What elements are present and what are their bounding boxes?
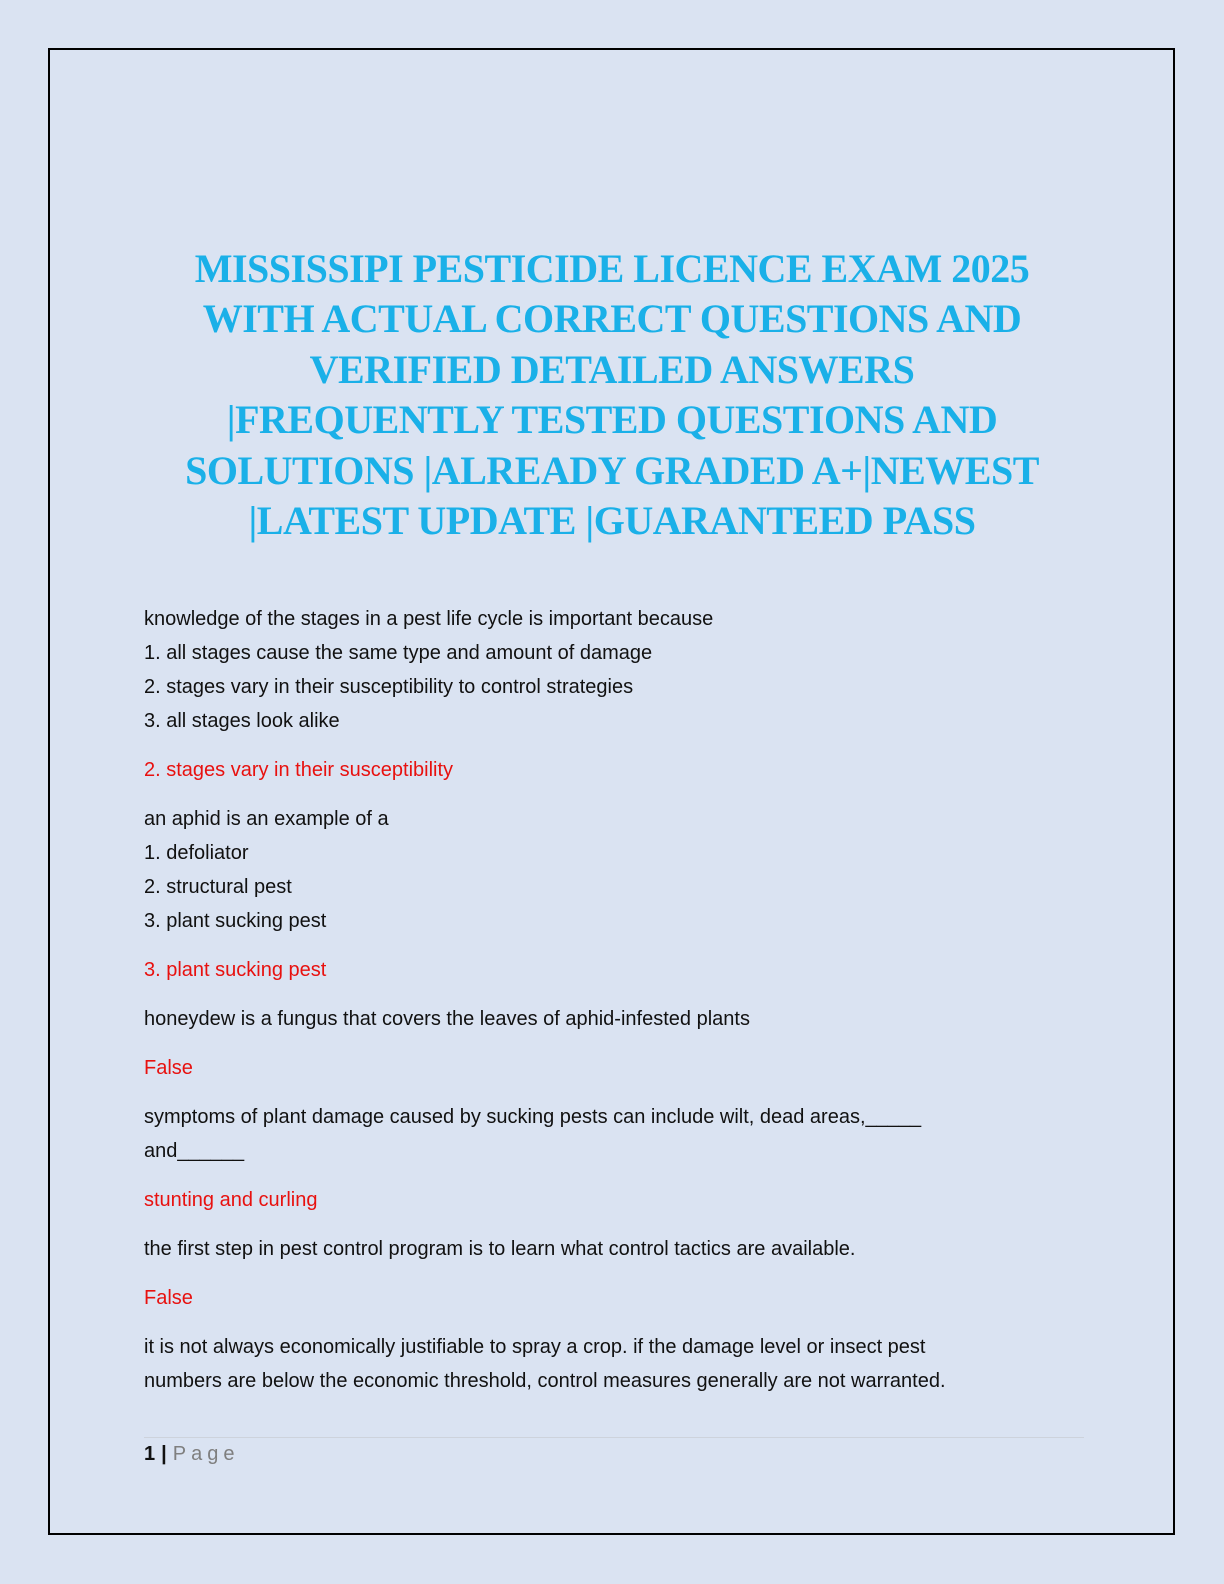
qa-list (144, 602, 1084, 1398)
question-line: it is not always economically justifiable to spray a crop. if the damage level or insect pest (144, 1336, 926, 1358)
answer-text: False (144, 1057, 193, 1079)
question-line: honeydew is a fungus that covers the leaves of aphid-infested plants (144, 1008, 750, 1030)
answer-text: False (144, 1287, 193, 1309)
answer-text: 3. plant sucking pest (144, 959, 327, 981)
question-line: an aphid is an example of a (144, 808, 389, 830)
title-line: WITH ACTUAL CORRECT QUESTIONS AND (202, 296, 1022, 342)
document-title (130, 244, 1094, 546)
footer-divider (144, 1437, 1084, 1438)
qa-item-5 (144, 1232, 1084, 1315)
question-option: 1. defoliator (144, 842, 249, 864)
qa-item-2 (144, 802, 1084, 987)
page-footer (144, 1441, 239, 1467)
question-option: 2. stages vary in their susceptibility to control strategies (144, 676, 634, 698)
question-option: 3. plant sucking pest (144, 910, 327, 932)
question-option: 3. all stages look alike (144, 710, 340, 732)
answer-text: 2. stages vary in their susceptibility (144, 759, 454, 781)
title-line: |LATEST UPDATE |GUARANTEED PASS (248, 498, 976, 544)
qa-item-1 (144, 602, 1084, 787)
page-label: Page (172, 1443, 240, 1465)
title-line: MISSISSIPI PESTICIDE LICENCE EXAM 2025 (194, 246, 1030, 291)
footer-separator: | (161, 1443, 167, 1465)
question-line: numbers are below the economic threshold, control measures generally are not warranted. (144, 1370, 946, 1392)
question-line: the first step in pest control program is to learn what control tactics are available. (144, 1238, 856, 1260)
title-line: VERIFIED DETAILED ANSWERS (309, 346, 915, 392)
title-line: |FREQUENTLY TESTED QUESTIONS AND (226, 397, 998, 443)
question-option: 1. all stages cause the same type and amount of damage (144, 642, 653, 664)
qa-item-3 (144, 1002, 1084, 1085)
question-line: knowledge of the stages in a pest life cycle is important because (144, 608, 714, 630)
title-line: SOLUTIONS |ALREADY GRADED A+|NEWEST (185, 447, 1039, 493)
qa-item-4 (144, 1100, 1084, 1217)
question-line: and______ (144, 1140, 245, 1162)
answer-text: stunting and curling (144, 1189, 318, 1211)
page-number: 1 (144, 1443, 156, 1465)
qa-item-6 (144, 1330, 1084, 1398)
question-option: 2. structural pest (144, 876, 292, 898)
question-line: symptoms of plant damage caused by sucking pests can include wilt, dead areas,_____ (144, 1106, 922, 1128)
